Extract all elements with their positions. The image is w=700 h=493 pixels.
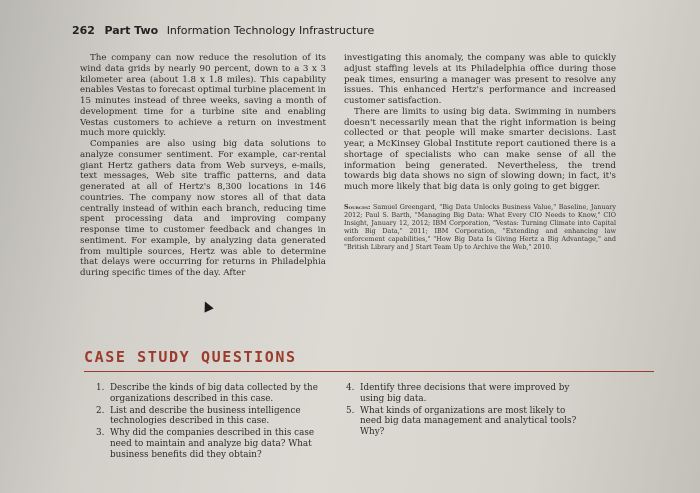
question-item [96,406,322,428]
question-item [346,383,578,405]
question-text: Identify three decisions that were improved by using big data. [360,383,570,404]
paragraph: There are limits to using big data. Swimming in numbers doesn't necessarily mean that the right information is being collected or that people will make smarter decisions. Last year, a McKinsey Global Institute report cautioned there is a shortage of specialists who can make sense of all the information being generated. Nevertheless, the trend towards big data shows no sign of slowing down; in fact, it's much more likely that big data is only going to get bigger. [344,106,616,192]
page-number: 262 [72,24,95,37]
sources-text: Samuel Greengard, "Big Data Unlocks Business Value," Baseline, January 2012; Paul S. Barth, "Managing Big Data: What Every CIO Needs to Know," CIO Insight, January 12, 2012; IBM Corporation, "Vestas: Turning Climate into Capital with Big Data," 2011; IBM Corporation, "Extending and enhancing law enforcement capabilities," "How Big Data Is Giving Hertz a Big Advantage," and "British Library and J Start Team Up to Archive the Web," 2010. [344,202,616,251]
question-number: 3. [96,428,105,439]
mouse-cursor-icon [200,299,213,312]
question-item [96,428,322,460]
case-study-title: CASE STUDY QUESTIONS [84,348,297,366]
questions-right-column [346,383,578,439]
paragraph: The company can now reduce the resolution of its wind data grids by nearly 90 percent, down to a 3 x 3 kilometer area (about 1.8 x 1.8 miles). This capability enables Vestas to forecast optimal turbine placement in 15 minutes instead of three weeks, saving a month of development time for a turbine site and enabling Vestas customers to achieve a return on investment much more quickly. [80,53,326,139]
question-text: Why did the companies described in this case need to maintain and analyze big data? What business benefits did they obtain? [110,428,315,460]
question-text: Describe the kinds of big data collected by the organizations described in this case. [110,383,318,404]
question-text: What kinds of organizations are most likely to need big data management and analytical tools? Why? [360,405,577,438]
sources-label: Sources: [344,202,371,211]
paragraph: Companies are also using big data solutions to analyze consumer sentiment. For example, car-rental giant Hertz gathers data from Web surveys, e-mails, text messages, Web site traffic patterns, and data generated at all of Hertz's 8,300 locations in 146 countries. The company now stores all of that data centrally instead of within each branch, reducing time spent processing data and improving company response time to customer feedback and changes in sentiment. For example, by analyzing data generated from multiple sources, Hertz was able to determine that delays were occurring for returns in Philadelphia during specific times of the day. After [80,139,326,278]
paragraph: investigating this anomaly, the company was able to quickly adjust staffing levels at its Philadelphia office during those peak times, ensuring a manager was present to resolve any issues. This enhanced Hertz's performance and increased customer satisfaction. [344,53,616,106]
question-item [96,383,322,405]
running-header [72,24,374,37]
sources-note [344,203,616,251]
question-item [346,406,578,438]
question-text: List and describe the business intelligence technologies described in this case. [110,405,301,427]
question-number: 4. [346,383,355,393]
question-number: 1. [96,383,105,393]
questions-left-column [96,383,322,462]
part-label: Part Two [104,24,159,37]
question-number: 2. [96,405,105,416]
section-label: Information Technology Infrastructure [166,24,375,37]
left-text-column [80,53,326,279]
case-study-divider [84,371,654,372]
question-number: 5. [346,405,355,416]
right-text-column [344,53,616,251]
